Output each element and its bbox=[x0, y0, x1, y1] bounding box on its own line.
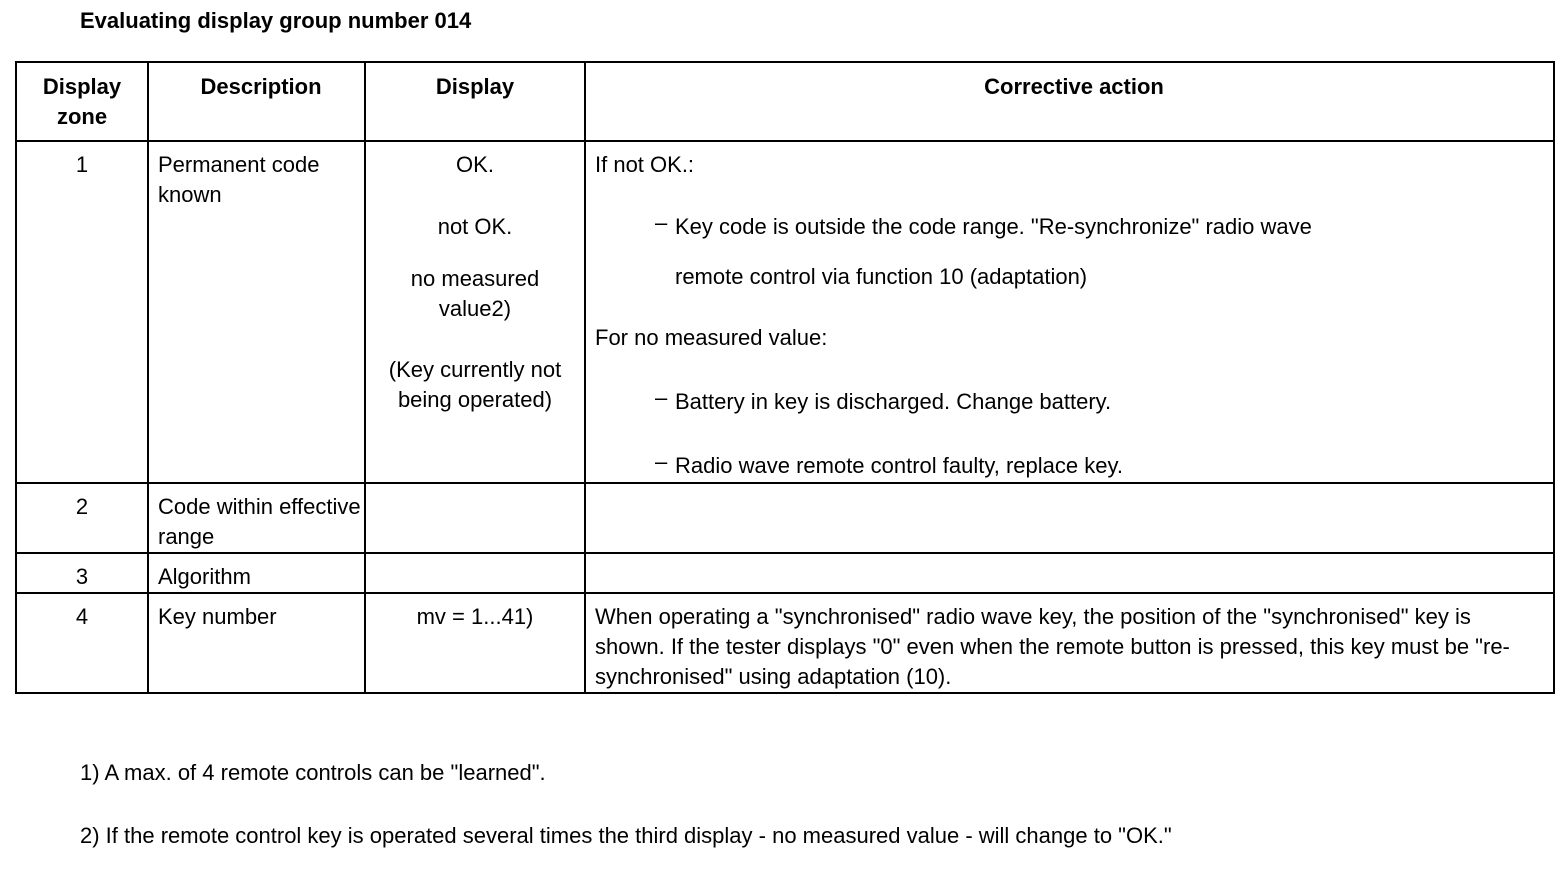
header-description: Description bbox=[148, 62, 365, 141]
no-value-label: For no measured value: bbox=[595, 325, 828, 350]
header-corrective-action: Corrective action bbox=[585, 62, 1554, 141]
footnote-1: 1) A max. of 4 remote controls can be "learned". bbox=[80, 760, 546, 785]
header-display: Display bbox=[365, 62, 585, 141]
list-item bbox=[595, 212, 1553, 242]
display-not-ok: not OK. bbox=[437, 214, 513, 239]
corrective-cell: When operating a "synchronised" radio wave key, the position of the "synchronised" key is shown. If the tester displays "0" even when the remote button is pressed, this key must be "re-synchronised" using adaptation (10). bbox=[585, 593, 1554, 693]
if-not-ok-label: If not OK.: bbox=[595, 152, 695, 177]
display-cell bbox=[365, 553, 585, 593]
item-text: Battery in key is discharged. Change battery. bbox=[675, 389, 1112, 414]
page-title: Evaluating display group number 014 bbox=[80, 8, 472, 33]
description-cell: Permanent code known bbox=[148, 141, 365, 483]
corrective-cell bbox=[585, 141, 1554, 483]
item-text: Key code is outside the code range. "Re-synchronize" radio wave bbox=[675, 214, 1312, 239]
dash-bullet: – bbox=[655, 385, 668, 410]
display-cell bbox=[365, 141, 585, 483]
description-cell: Code within effective range bbox=[148, 483, 365, 553]
table-row bbox=[16, 483, 1554, 553]
list-item bbox=[595, 451, 1553, 481]
table-row bbox=[16, 593, 1554, 693]
zone-cell: 1 bbox=[16, 141, 148, 483]
table-header-row bbox=[16, 62, 1554, 141]
header-display-zone: Display zone bbox=[16, 62, 148, 141]
corrective-cell bbox=[585, 483, 1554, 553]
list-item-continued: remote control via function 10 (adaptation) bbox=[675, 264, 1088, 289]
display-group-table bbox=[15, 61, 1555, 694]
description-cell: Key number bbox=[148, 593, 365, 693]
dash-bullet: – bbox=[655, 210, 668, 235]
footnote-2: 2) If the remote control key is operated several times the third display - no measured value - will change to "OK." bbox=[80, 823, 1172, 848]
table-row bbox=[16, 141, 1554, 483]
display-cell bbox=[365, 483, 585, 553]
list-item bbox=[595, 387, 1553, 417]
dash-bullet: – bbox=[655, 449, 668, 474]
description-cell: Algorithm bbox=[148, 553, 365, 593]
corrective-cell bbox=[585, 553, 1554, 593]
display-key-not-operated: (Key currently not being operated) bbox=[388, 357, 562, 412]
display-ok: OK. bbox=[456, 152, 494, 177]
table-row bbox=[16, 553, 1554, 593]
zone-cell: 2 bbox=[16, 483, 148, 553]
display-cell: mv = 1...41) bbox=[365, 593, 585, 693]
display-no-value: no measured value2) bbox=[410, 266, 540, 321]
zone-cell: 3 bbox=[16, 553, 148, 593]
zone-cell: 4 bbox=[16, 593, 148, 693]
item-text: Radio wave remote control faulty, replace key. bbox=[675, 453, 1123, 478]
